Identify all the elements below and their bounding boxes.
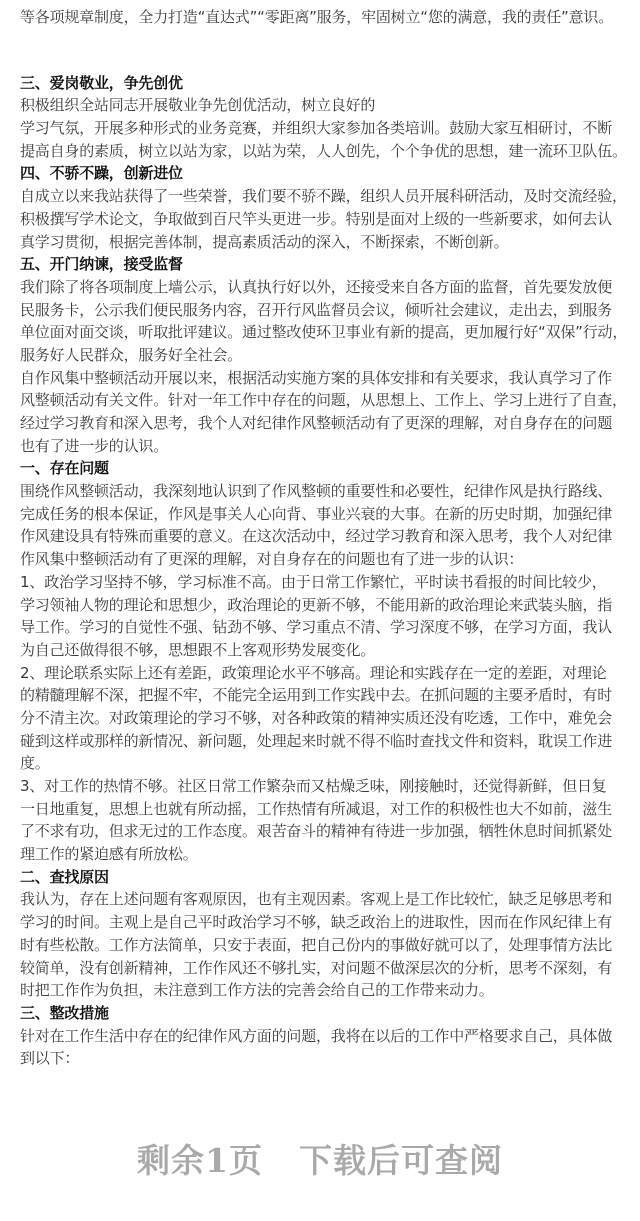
text-line: 真学习贯彻，根据完善体制，提高素质活动的深入，不断探索，不断创新。 <box>20 232 509 251</box>
text-line: 我认为，存在上述问题有客观原因，也有主观因素。客观上是工作比较忙，缺乏足够思考和 <box>20 890 613 909</box>
text-line: 完成任务的根本保证，作风是事关人心向背、事业兴衰的大事。在新的历史时期，加强纪律 <box>20 504 613 523</box>
text-line: 时有些松散。工作方法简单，只安于表面，把自己份内的事做好就可以了，处理事情方法比 <box>20 935 613 954</box>
section-heading: 三、整改措施 <box>20 1003 109 1022</box>
text-line: 我们除了将各项制度上墙公示，认真执行好以外，还接受来自各方面的监督，首先要发放便 <box>20 277 613 296</box>
text-line: 导工作。学习的自觉性不强、钻劲不够、学习重点不清、学习深度不够，在学习方面，我认 <box>20 618 613 637</box>
text-line: 提高自身的素质，树立以站为家，以站为荣，人人创先，个个争优的思想，建一流环卫队伍。 <box>20 141 627 160</box>
text-line: 学习的时间。主观上是自己平时政治学习不够，缺乏政治上的进取性，因而在作风纪律上有 <box>20 913 613 932</box>
blank-line <box>20 29 630 51</box>
text-line: 学习气氛，开展多种形式的业务竞赛，并组织大家参加各类培训。鼓励大家互相研讨，不断 <box>20 119 613 138</box>
download-prompt[interactable] <box>0 1135 640 1182</box>
text-line: 分不清主次。对政策理论的学习不够，对各种政策的精神实质还没有吃透，工作中，难免会 <box>20 708 613 727</box>
text-line: 时把工作作为负担，未注意到工作方法的完善会给自己的工作带来动力。 <box>20 981 494 1000</box>
text-line: 作风建设具有特殊而重要的意义。在这次活动中，经过学习教育和深入思考，我个人对纪律 <box>20 527 613 546</box>
text-line: 民服务卡，公示我们便民服务内容，召开行风监督员会议，倾听社会建议，走出去，到服务 <box>20 300 613 319</box>
text-line: 围绕作风整顿活动，我深刻地认识到了作风整顿的重要性和必要性，纪律作风是执行路线、 <box>20 482 613 501</box>
text-line: 风整顿活动有关文件。针对一年工作中存在的问题，从思想上、工作上、学习上进行了自查， <box>20 391 627 410</box>
section-heading: 五、开门纳谏，接受监督 <box>20 255 183 274</box>
text-line: 学习领袖人物的理论和思想少，政治理论的更新不够，不能用新的政治理论来武装头脑，指 <box>20 595 613 614</box>
text-line: 较简单，没有创新精神，工作作风还不够扎实，对问题不做深层次的分析，思考不深刻，有 <box>20 958 613 977</box>
text-line: 单位面对面交谈，听取批评建议。通过整改使环卫事业有新的提高，更加履行好“双保”行动， <box>20 323 628 342</box>
text-line: 的精髓理解不深，把握不牢，不能完全运用到工作实践中去。在抓问题的主要矛盾时，有时 <box>20 686 613 705</box>
download-to-view-label[interactable]: 下载后可查阅 <box>298 1141 503 1180</box>
text-line: 经过学习教育和深入思考，我个人对纪律作风整顿活动有了更深的理解，对自身存在的问题 <box>20 414 613 432</box>
text-line: 服务好人民群众，服务好全社会。 <box>20 345 243 364</box>
text-line: 积极组织全站同志开展敬业争先创优活动，树立良好的 <box>20 96 376 115</box>
text-line: 1、政治学习坚持不够，学习标准不高。由于日常工作繁忙，平时读书看报的时间比较少， <box>20 572 607 591</box>
text-line: 理工作的紧迫感有所放松。 <box>20 845 198 864</box>
text-line: 碰到这样或那样的新情况、新问题，处理起来时就不得不临时查找文件和资料，耽误工作进 <box>20 731 613 750</box>
text-line: 一日地重复，思想上也就有所动摇，工作热情有所减退，对工作的积极性也大不如前，滋生 <box>20 799 613 818</box>
section-heading: 二、查找原因 <box>20 867 109 886</box>
text-line: 了不求有功，但求无过的工作态度。艰苦奋斗的精神有待进一步加强，牺牲休息时间抓紧处 <box>20 822 613 841</box>
section-heading: 四、不骄不躁，创新进位 <box>20 164 183 183</box>
text-line: 度。 <box>20 754 50 773</box>
section-heading: 一、存在问题 <box>20 459 109 478</box>
text-line: 等各项规章制度，全力打造“直达式”“零距离”服务，牢固树立“您的满意，我的责任”意识。 <box>20 8 614 26</box>
section-heading: 三、爱岗敬业，争先创优 <box>20 73 183 92</box>
text-line: 3、对工作的热情不够。社区日常工作繁杂而又枯燥乏味，刚接触时，还觉得新鲜，但日复 <box>20 777 607 795</box>
document-body <box>20 6 630 1070</box>
text-line: 为自己还做得很不够，思想跟不上客观形势发展变化。 <box>20 640 376 659</box>
text-line: 到以下： <box>20 1049 80 1068</box>
text-line: 2、理论联系实际上还有差距，政策理论水平不够高。理论和实践存在一定的差距，对理论 <box>20 663 607 682</box>
text-line: 自作风集中整顿活动开展以来，根据活动实施方案的具体安排和有关要求，我认真学习了作 <box>20 368 613 387</box>
text-line: 自成立以来我站获得了一些荣誉，我们要不骄不躁，组织人员开展科研活动，及时交流经验， <box>20 187 627 206</box>
blank-line <box>20 50 630 72</box>
text-line: 作风集中整顿活动有了更深的理解，对自身存在的问题也有了进一步的认识： <box>20 550 524 569</box>
text-line: 积极撰写学术论文，争取做到百尺竿头更进一步。特别是面对上级的一些新要求，如何去认 <box>20 209 613 228</box>
text-line: 也有了进一步的认识。 <box>20 436 169 455</box>
remaining-pages-label: 剩余1页 <box>137 1141 263 1180</box>
text-line: 针对在工作生活中存在的纪律作风方面的问题，我将在以后的工作中严格要求自己，具体做 <box>20 1026 613 1045</box>
